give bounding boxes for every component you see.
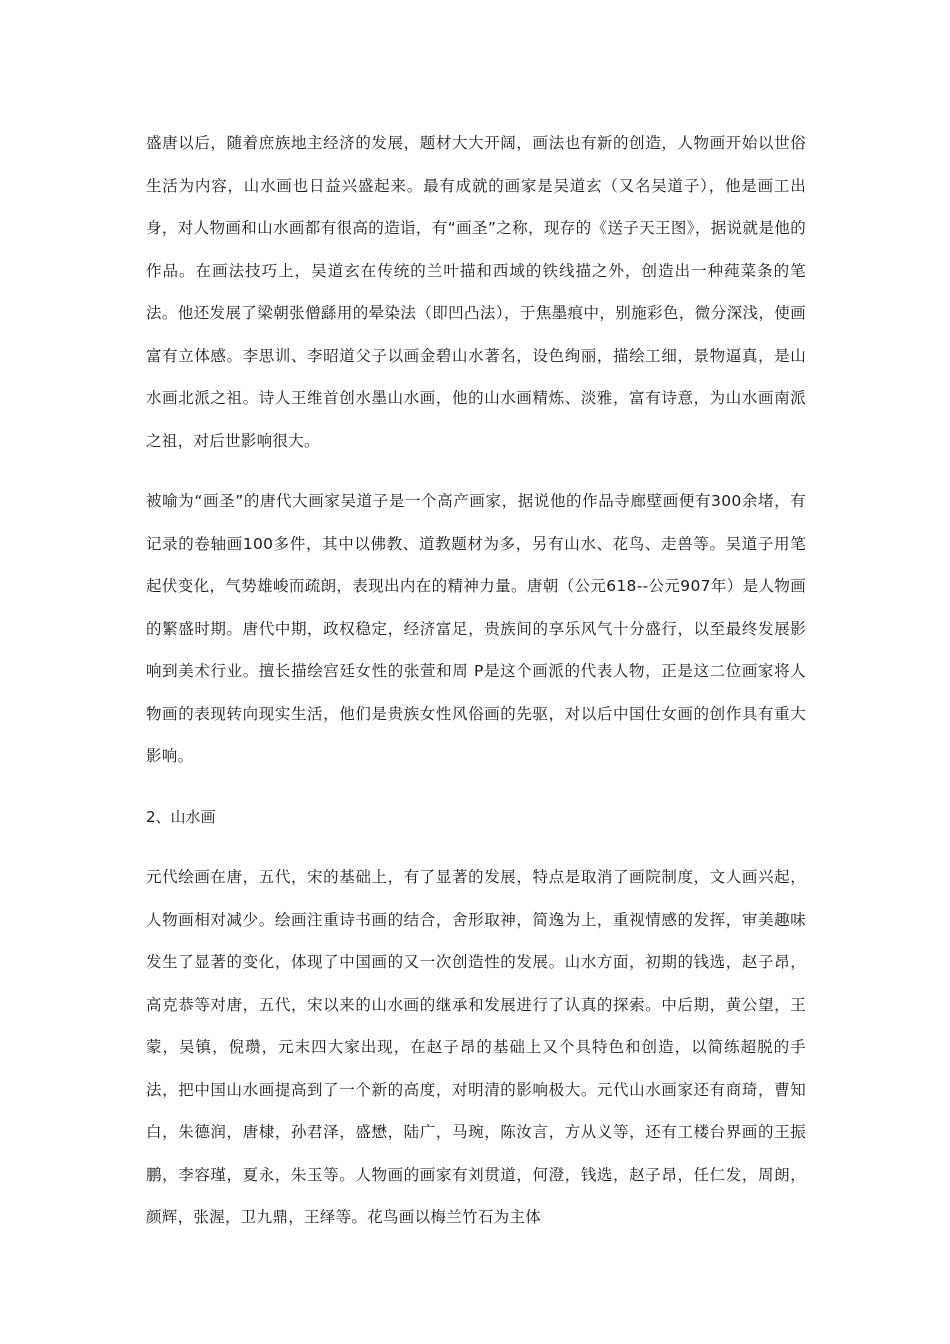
- paragraph-yuan-painting: 元代绘画在唐，五代，宋的基础上，有了显著的发展，特点是取消了画院制度，文人画兴起，人物画相对减少。绘画注重诗书画的结合，舍形取神，简逸为上，重视情感的发挥，审美趣味发生了显著的变化，体现了中国画的又一次创造性的发展。山水方面，初期的钱选，赵子昂，高克恭等对唐，五代，宋以来的山水画的继承和发展进行了认真的探索。中后期，黄公望，王蒙，吴镇，倪瓒，元末四大家出现，在赵子昂的基础上又个具特色和创造，以简练超脱的手法，把中国山水画提高到了一个新的高度，对明清的影响极大。元代山水画家还有商琦，曹知白，朱德润，唐棣，孙君泽，盛懋，陆广，马琬，陈汝言，方从义等，还有工楼台界画的王振鹏，李容瑾，夏永，朱玉等。人物画的画家有刘贯道，何澄，钱选，赵子昂，任仁发，周朗，颜辉，张渥，卫九鼎，王绎等。花鸟画以梅兰竹石为主体: [146, 868, 806, 1226]
- paragraph-tang-painting: 盛唐以后，随着庶族地主经济的发展，题材大大开阔，画法也有新的创造，人物画开始以世俗生活为内容，山水画也日益兴盛起来。最有成就的画家是吴道玄（又名吴道子），他是画工出身，对人物画和山水画都有很高的造诣，有“画圣”之称，现存的《送子天王图》，据说就是他的作品。在画法技巧上，吴道玄在传统的兰叶描和西域的铁线描之外，创造出一种莼菜条的笔法。他还发展了梁朝张僧繇用的晕染法（即凹凸法），于焦墨痕中，别施彩色，微分深浅，使画富有立体感。李思训、李昭道父子以画金碧山水著名，设色绚丽，描绘工细，景物逼真，是山水画北派之祖。诗人王维首创水墨山水画，他的山水画精炼、淡雅，富有诗意，为山水画南派之祖，对后世影响很大。: [146, 134, 806, 450]
- paragraph-wu-daozi: 被喻为“画圣”的唐代大画家吴道子是一个高产画家，据说他的作品寺廊壁画便有300余堵，有记录的卷轴画100多件，其中以佛教、道教题材为多，另有山水、花鸟、走兽等。吴道子用笔起伏变化，气势雄峻而疏朗，表现出内在的精神力量。唐朝（公元618--公元907年）是人物画的繁盛时期。唐代中期，政权稳定，经济富足，贵族间的享乐风气十分盛行，以至最终发展影响到美术行业。擅长描绘宫廷女性的张萱和周 P是这个画派的代表人物，正是这二位画家将人物画的表现转向现实生活，他们是贵族女性风俗画的先驱，对以后中国仕女画的创作具有重大影响。: [146, 492, 806, 765]
- document-body: [146, 122, 806, 1239]
- section-heading-landscape: 2、山水画: [146, 807, 216, 826]
